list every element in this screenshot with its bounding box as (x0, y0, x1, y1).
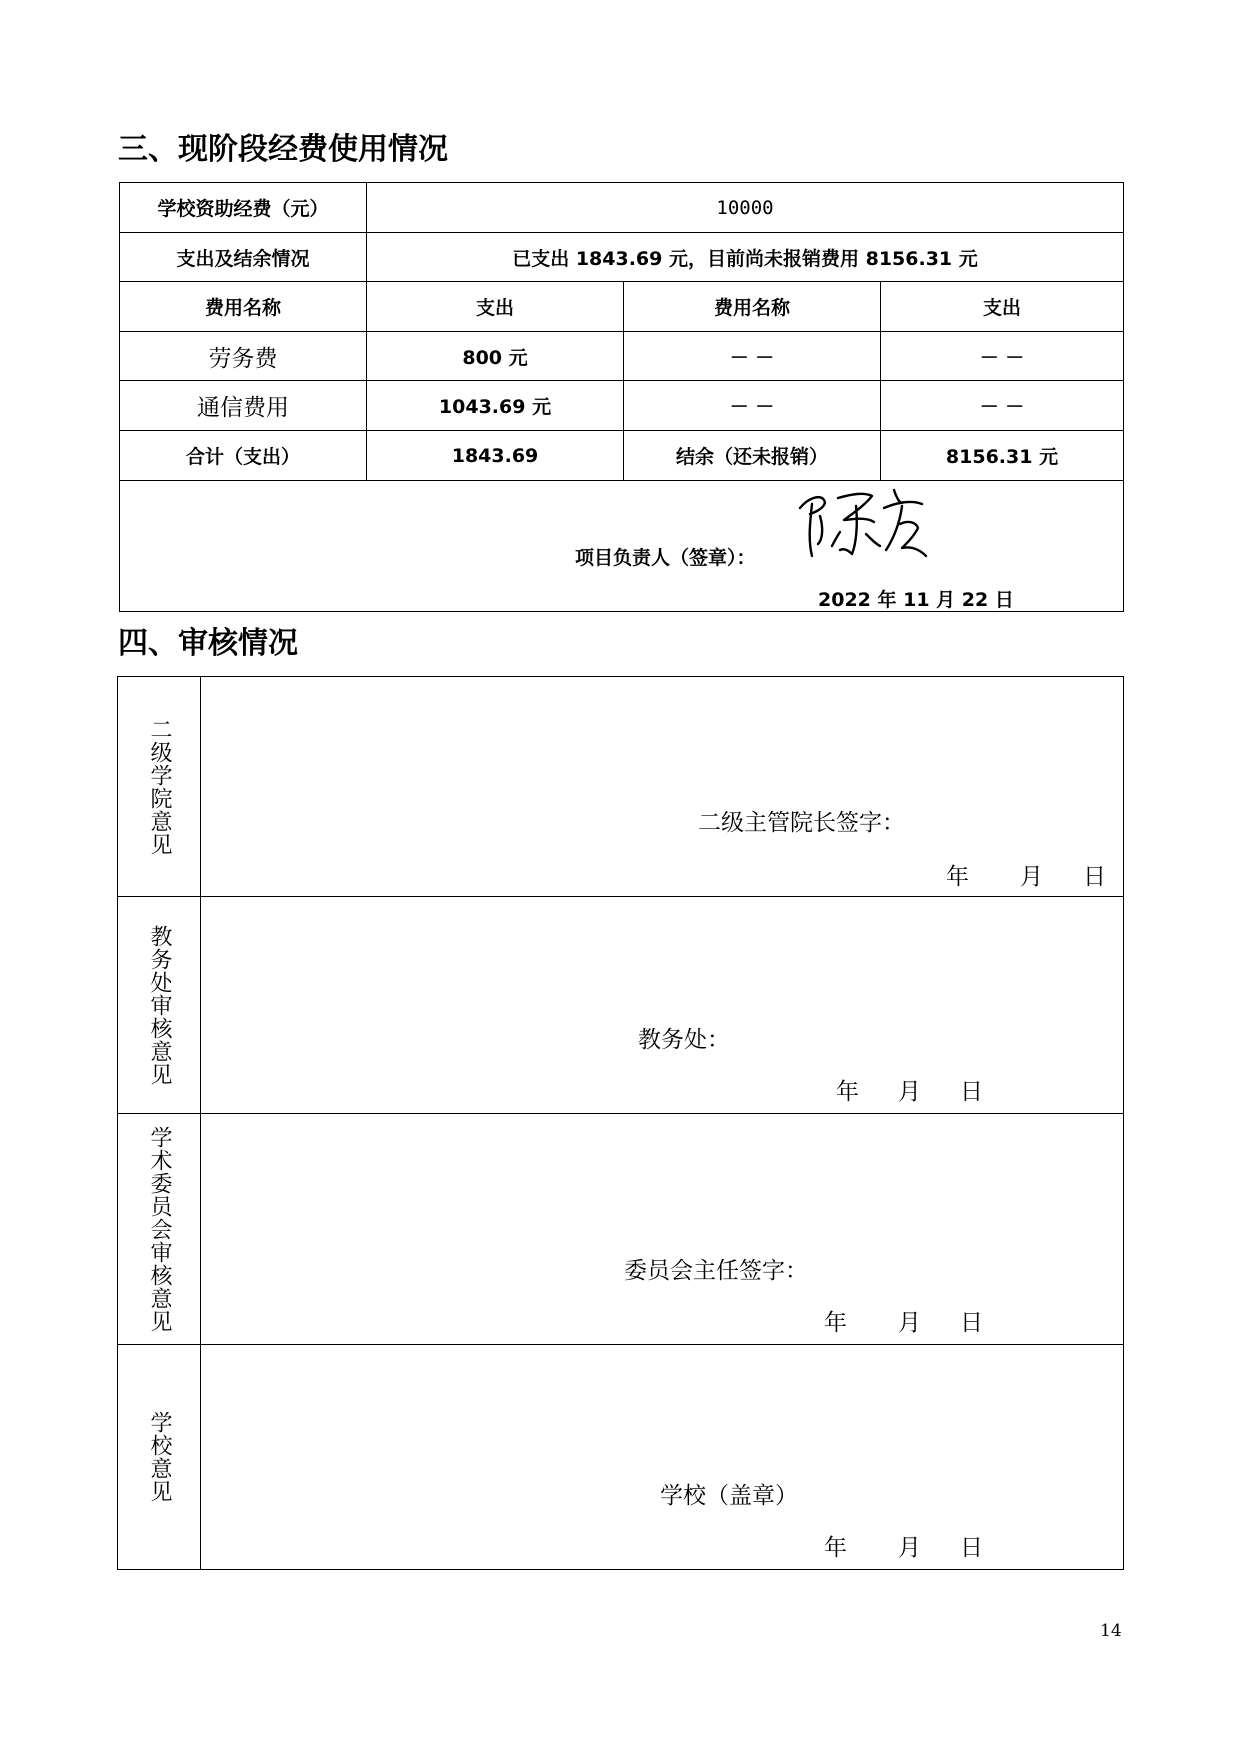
row1-name-2: － － (729, 346, 775, 369)
header-expense-name-1: 费用名称 (204, 297, 281, 319)
handwritten-signature (790, 484, 940, 562)
committee-month: 月 (898, 1310, 921, 1336)
row1-name: 劳务费 (208, 345, 278, 372)
section3-title: 三、现阶段经费使用情况 (118, 132, 448, 167)
committee-day: 日 (960, 1310, 983, 1336)
school-month: 月 (898, 1535, 921, 1561)
section4-title: 四、审核情况 (118, 626, 298, 661)
funding-value: 10000 (716, 196, 774, 219)
header-expense-1: 支出 (475, 297, 514, 319)
committee-sign-label: 委员会主任签字： (624, 1258, 808, 1284)
college-day: 日 (1083, 864, 1106, 890)
funding-label: 学校资助经费（元） (157, 198, 329, 220)
signer-label: 项目负责人（签章）： (575, 547, 756, 569)
page-number: 14 (1100, 1621, 1122, 1641)
review-label-college: 二级学院意见 (147, 717, 172, 856)
row2-amount-2: － － (979, 396, 1025, 418)
summary-label: 支出及结余情况 (176, 247, 310, 270)
academic-affairs-month: 月 (898, 1079, 921, 1105)
college-month: 月 (1020, 864, 1043, 890)
summary-value: 已支出 1843.69 元，目前尚未报销费用 8156.31 元 (512, 247, 978, 270)
balance-value: 8156.31 元 (945, 446, 1059, 468)
review-label-committee: 学术委员会审核意见 (147, 1125, 172, 1333)
school-day: 日 (960, 1535, 983, 1561)
row2-amount: 1043.69 元 (438, 396, 552, 418)
balance-label: 结余（还未报销） (675, 446, 828, 468)
total-label: 合计（支出） (185, 446, 300, 468)
academic-affairs-day: 日 (960, 1079, 983, 1105)
academic-affairs-sign-label: 教务处： (638, 1027, 730, 1053)
row1-amount: 800 元 (462, 346, 528, 369)
header-expense-name-2: 费用名称 (713, 297, 790, 319)
row1-amount-2: － － (979, 346, 1025, 369)
sign-date: 2022 年 11 月 22 日 (818, 589, 1014, 611)
header-expense-2: 支出 (982, 297, 1021, 319)
college-sign-label: 二级主管院长签字： (698, 810, 905, 836)
school-year: 年 (824, 1535, 847, 1561)
committee-year: 年 (824, 1310, 847, 1336)
review-label-school: 学校意见 (147, 1411, 172, 1503)
row2-name: 通信费用 (197, 395, 289, 421)
total-value: 1843.69 (451, 444, 539, 467)
row2-name-2: － － (729, 396, 775, 418)
school-sign-label: 学校（盖章） (660, 1483, 798, 1509)
college-year: 年 (946, 864, 969, 890)
academic-affairs-year: 年 (836, 1079, 859, 1105)
review-label-academic-affairs: 教务处审核意见 (147, 924, 172, 1086)
